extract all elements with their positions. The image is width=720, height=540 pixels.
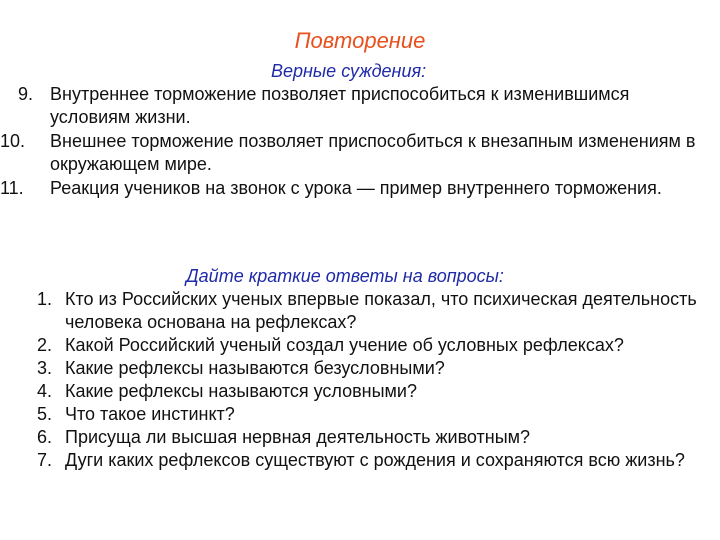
questions-heading: Дайте краткие ответы на вопросы: [186,266,504,286]
question-text: Какой Российский ученый создал учение об условных рефлексах? [65,335,624,355]
statement-number: 11. [0,178,24,198]
question-number: 4. [37,381,53,401]
statement-text: Внутреннее торможение позволяет приспособиться к изменившимся условиям жизни. [50,84,630,127]
question-number: 5. [37,404,53,424]
statement-item [0,177,700,200]
statements-list [0,83,700,201]
question-text: Дуги каких рефлексов существуют с рождения и сохраняются всю жизнь? [65,450,685,470]
question-item [0,449,706,472]
questions-list [0,288,706,472]
statement-text: Внешнее торможение позволяет приспособиться к внезапным изменениям в окружающем мире. [50,131,696,174]
question-text: Присуща ли высшая нервная деятельность животным? [65,427,531,447]
question-number: 7. [37,450,53,470]
statement-number: 9. [18,84,34,104]
question-number: 6. [37,427,53,447]
statement-item [0,130,700,176]
question-number: 1. [37,289,53,309]
question-text: Что такое инстинкт? [65,404,235,424]
statement-item [0,83,700,129]
question-text: Какие рефлексы называются безусловными? [65,358,445,378]
question-item [0,288,706,334]
question-item [0,426,706,449]
question-item [0,334,706,357]
question-number: 2. [37,335,53,355]
slide-title: Повторение [294,28,426,53]
question-item [0,403,706,426]
correct-statements-heading: Верные суждения: [271,61,427,81]
statement-text: Реакция учеников на звонок с урока — пример внутреннего торможения. [50,178,662,198]
statement-number: 10. [0,131,26,151]
question-item [0,357,706,380]
question-number: 3. [37,358,53,378]
question-item [0,380,706,403]
question-text: Кто из Российских ученых впервые показал, что психическая деятельность человека основана на рефлексах? [65,289,697,332]
question-text: Какие рефлексы называются условными? [65,381,418,401]
